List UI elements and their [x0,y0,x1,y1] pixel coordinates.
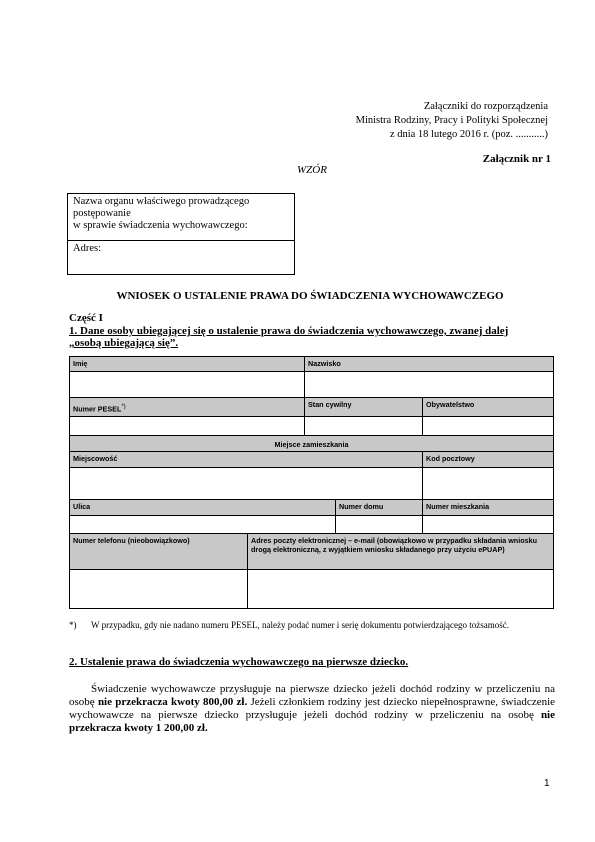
email-input[interactable] [247,569,554,609]
section-1-title-line-2: „osobą ubiegającą się”. [69,337,179,349]
part-label: Część I [69,312,103,324]
authority-box [67,193,295,275]
section-1-title-line-1: 1. Dane osoby ubiegającej się o ustalenie prawa do świadczenia wychowawczego, zwanej dalej [69,325,509,337]
citizenship-label: Obywatelstwo [422,397,554,417]
marital-status-label: Stan cywilny [304,397,423,417]
locality-input[interactable] [69,467,423,500]
house-number-input[interactable] [335,515,423,534]
header-line-1: Załączniki do rozporządzenia [423,101,548,112]
section-2-paragraph [69,683,555,735]
authority-label-line-1: Nazwa organu właściwego prowadzącego [73,196,250,207]
template-label: WZÓR [297,164,327,176]
authority-label-line-3: w sprawie świadczenia wychowawczego: [73,220,248,231]
authority-label-line-2: postępowanie [73,208,131,219]
residence-header: Miejsce zamieszkania [69,435,554,452]
apartment-number-label: Numer mieszkania [422,499,554,516]
last-name-label: Nazwisko [304,356,554,372]
page-number: 1 [544,778,550,789]
last-name-input[interactable] [304,371,554,398]
first-name-input[interactable] [69,371,305,398]
address-label: Adres: [73,243,101,254]
section-2-title: 2. Ustalenie prawa do świadczenia wychowawczego na pierwsze dziecko. [69,656,409,668]
footnote-text: W przypadku, gdy nie nadano numeru PESEL, należy podać numer i serię dokumentu potwierdzającego tożsamość. [91,620,509,630]
citizenship-input[interactable] [422,416,554,436]
section-1-title [69,325,554,349]
authority-address-field[interactable] [68,241,294,257]
house-number-label: Numer domu [335,499,423,516]
postal-code-label: Kod pocztowy [422,451,554,468]
pesel-label [69,397,305,417]
pesel-footnote-mark: *) [121,404,126,410]
footnote-mark: *) [69,620,77,630]
locality-label: Miejscowość [69,451,423,468]
authority-name-field[interactable] [68,194,294,241]
marital-status-input[interactable] [304,416,423,436]
regulation-header [318,100,548,142]
phone-input[interactable] [69,569,248,609]
pesel-input[interactable] [69,416,305,436]
section-2-text-1: Świadczenie wychowawcze przysługuje na pierwsze dziecko jeżeli dochód rodziny w przeliczeniu na osobę [69,683,555,708]
footnote [69,620,559,630]
postal-code-input[interactable] [422,467,554,500]
phone-label: Numer telefonu (nieobowiązkowo) [69,533,248,570]
pesel-label-text: Numer PESEL [73,404,122,414]
first-name-label: Imię [69,356,305,372]
annex-label: Załącznik nr 1 [482,153,551,165]
header-line-3: z dnia 18 lutego 2016 r. (poz. ...........) [389,129,548,140]
header-line-2: Ministra Rodziny, Pracy i Polityki Społecznej [355,115,548,126]
form-title: WNIOSEK O USTALENIE PRAWA DO ŚWIADCZENIA WYCHOWAWCZEGO [116,290,504,302]
street-label: Ulica [69,499,336,516]
section-2-bold-1: nie przekracza kwoty 800,00 zł. [97,696,248,708]
street-input[interactable] [69,515,336,534]
section-2-bold-2: nie przekracza kwoty 1 200,00 zł. [69,709,555,734]
section-2-text-2: Jeżeli członkiem rodziny jest dziecko niepełnosprawne, świadczenie wychowawcze na pierwsze dziecko przysługuje jeżeli dochód rodziny w przeliczeniu na osobę [69,696,556,721]
apartment-number-input[interactable] [422,515,554,534]
email-label: Adres poczty elektronicznej – e-mail (obowiązkowo w przypadku składania wniosku drogą elektroniczną, z wyjątkiem wniosku składanego przy użyciu ePUAP) [247,533,554,570]
